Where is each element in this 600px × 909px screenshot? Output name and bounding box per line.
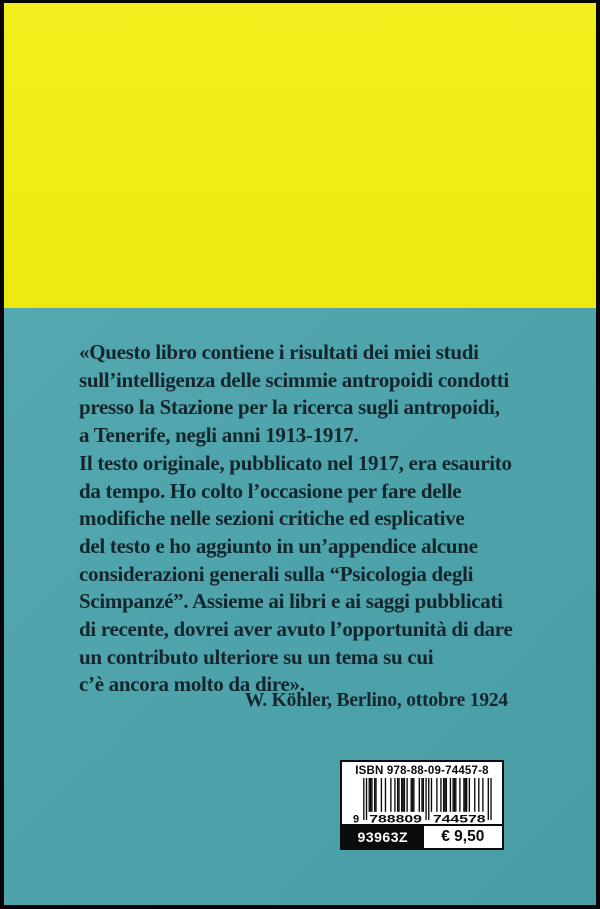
quote-line: del testo e ho aggiunto in un’appendice alcune <box>79 533 478 558</box>
quote-line: a Tenerife, negli anni 1913-1917. <box>79 423 359 448</box>
quote-line: Il testo originale, pubblicato nel 1917, era esaurito <box>79 450 512 475</box>
back-cover-quote <box>79 339 554 699</box>
quote-line: sull’intelligenza delle scimmie antropoidi condotti <box>79 367 509 392</box>
svg-text:788809: 788809 <box>369 813 422 824</box>
publisher-code: 93963Z <box>342 826 424 848</box>
quote-line: un contributo ulteriore su un tema su cui <box>79 644 434 669</box>
quote-line: da tempo. Ho colto l’occasione per fare delle <box>79 478 462 503</box>
quote-attribution: W. Köhler, Berlino, ottobre 1924 <box>244 690 508 711</box>
svg-text:9: 9 <box>353 813 360 824</box>
yellow-band <box>4 3 596 308</box>
price-row <box>342 824 502 848</box>
quote-line: c’è ancora molto da dire». <box>79 672 305 697</box>
quote-line: considerazioni generali sulla “Psicologia degli <box>79 561 474 586</box>
isbn-label: ISBN 978-88-09-74457-8 <box>355 765 489 777</box>
quote-line: di recente, dovrei aver avuto l’opportunità di dare <box>79 617 513 642</box>
price-label: € 9,50 <box>424 826 502 848</box>
ean13-barcode <box>348 778 496 824</box>
svg-text:744578: 744578 <box>432 813 486 824</box>
cover-inner <box>4 3 596 905</box>
quote-line: presso la Stazione per la ricerca sugli antropoidi, <box>79 395 500 420</box>
quote-line: modifiche nelle sezioni critiche ed esplicative <box>79 506 465 531</box>
quote-line: «Questo libro contiene i risultati dei miei studi <box>79 340 479 364</box>
barcode-sticker <box>340 760 504 850</box>
quote-line: Scimpanzé”. Assieme ai libri e ai saggi pubblicati <box>79 589 503 614</box>
